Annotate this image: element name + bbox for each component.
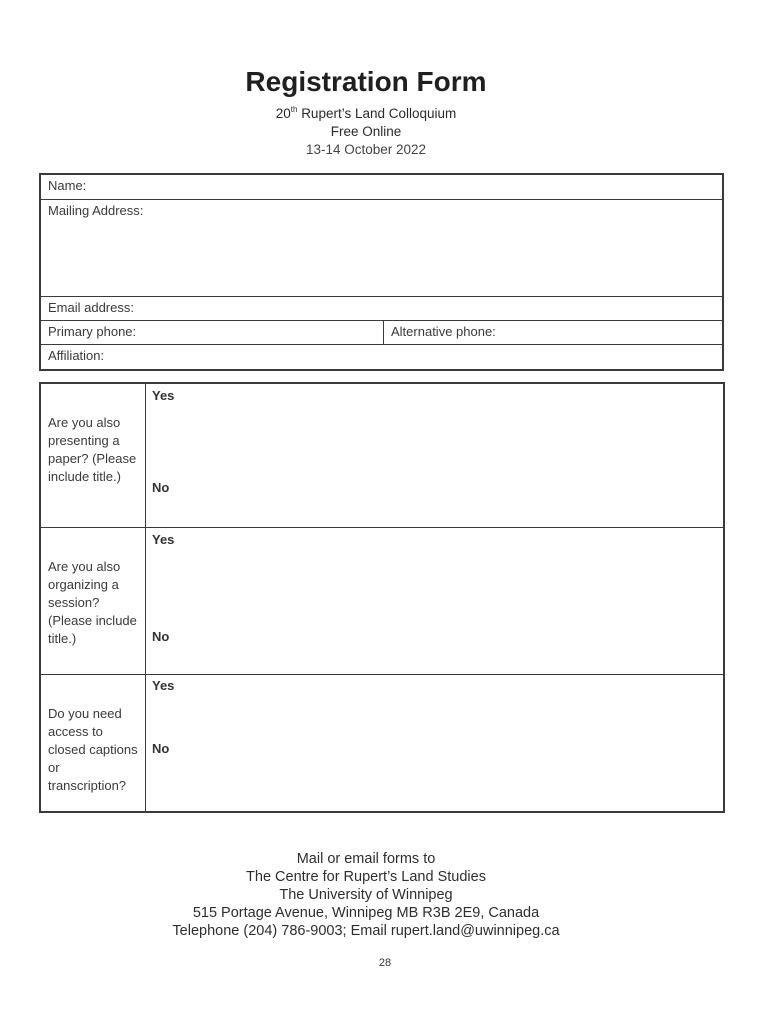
edition-number: 20 [275,106,291,121]
contact-details-table [39,173,724,371]
mailing-address-field[interactable]: Mailing Address: [40,199,723,296]
yes-option[interactable]: Yes [152,388,175,403]
column-divider [145,384,146,527]
name-field[interactable]: Name: [40,174,723,199]
footer-contact: Telephone (204) 786-9003; Email rupert.land@uwinnipeg.ca [172,923,560,939]
no-option[interactable]: No [152,741,170,756]
event-line [0,106,732,121]
yes-option[interactable]: Yes [152,532,175,547]
question-row-presenting [41,384,723,527]
no-option[interactable]: No [152,480,170,495]
question-row-organizing [41,527,723,674]
event-format: Free Online [330,124,402,139]
footer-line: Mail or email forms to [296,851,436,867]
questions-table [39,382,725,813]
event-name: Rupert’s Land Colloquium [301,106,457,121]
primary-phone-field[interactable]: Primary phone: [40,320,384,344]
footer-line: The University of Winnipeg [279,887,453,903]
question-text: Are you also organizing a session? (Please include title.) [48,559,137,646]
alternative-phone-field[interactable]: Alternative phone: [384,320,724,344]
yes-option[interactable]: Yes [152,678,175,693]
event-dates: 13-14 October 2022 [305,142,427,157]
form-title: Registration Form [245,66,487,97]
question-text: Are you also presenting a paper? (Please include title.) [48,415,137,484]
no-option[interactable]: No [152,629,170,644]
page-number: 28 [378,957,392,969]
affiliation-field[interactable]: Affiliation: [40,344,723,370]
edition-suffix: th [290,105,298,114]
email-field[interactable]: Email address: [40,296,723,320]
footer-line: The Centre for Rupert’s Land Studies [246,869,486,885]
question-row-captions [41,674,723,812]
footer-address: 515 Portage Avenue, Winnipeg MB R3B 2E9, Canada [192,905,540,921]
column-divider [145,528,146,674]
column-divider [145,675,146,812]
question-text: Do you need access to closed captions or transcription? [48,706,138,793]
